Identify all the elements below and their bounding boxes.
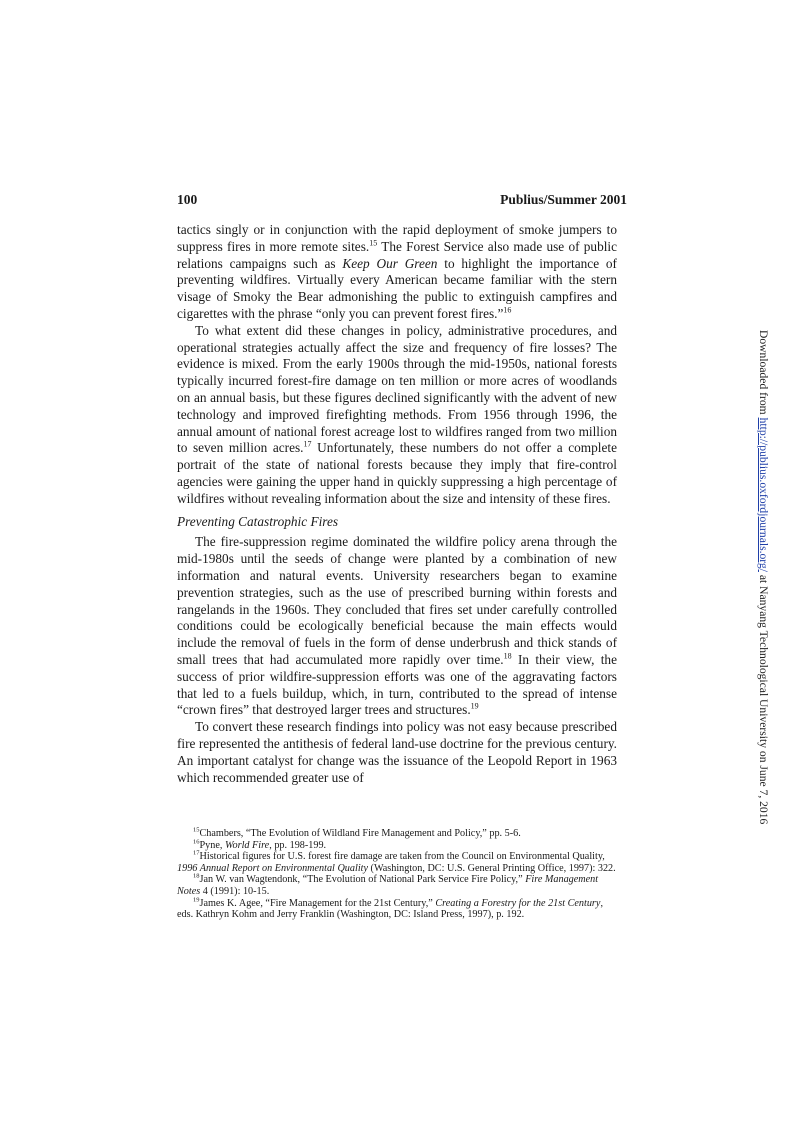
journal-url-link[interactable]: http://publius.oxfordjournals.org/: [757, 417, 770, 572]
footnote-ref[interactable]: 19: [470, 701, 479, 711]
download-notice: [757, 330, 770, 825]
text-run: To convert these research findings into policy was not easy because prescribed fire represented the antithesis of federal land-use doctrine for the previous century. An important catalyst for change was the issuance of the Leopold Report in 1963 which recommended greater use of: [177, 719, 617, 785]
page-number: 100: [177, 192, 198, 207]
text-run: James K. Agee, “Fire Management for the 21st Century,”: [199, 897, 436, 909]
footnote: [177, 840, 617, 852]
footnote: [177, 828, 617, 840]
text-run: Unfortunately, these numbers do not offer a complete portrait of the state of national forests because they imply that fire-control agencies were gaining the upper hand in quickly suppressing a high percentage of wildfires without revealing information about the size and intensity of these fires.: [177, 440, 617, 506]
download-notice-suffix: at Nanyang Technological University on June 7, 2016: [757, 571, 770, 825]
text-run: tactics singly or in conjunction with the rapid deployment of smoke jumpers to suppress fires in more remote sites.: [177, 222, 617, 254]
footnote-number: 17: [193, 849, 200, 857]
footnote-ref[interactable]: 15: [369, 238, 378, 248]
footnotes: [177, 828, 617, 921]
text-run: 4 (1991): 10-15.: [200, 885, 270, 897]
text-run: The Forest Service also made use of public relations campaigns such as: [177, 238, 618, 271]
footnote-number: 18: [193, 872, 200, 880]
italic-text: 1996 Annual Report on Environmental Quality: [177, 862, 368, 874]
text-run: , pp. 198-199.: [269, 839, 327, 851]
text-run: Jan W. van Wagtendonk, “The Evolution of National Park Service Fire Policy,”: [199, 874, 526, 886]
text-run: Historical figures for U.S. forest fire damage are taken from the Council on Environmental Quality,: [199, 851, 605, 863]
footnote: [177, 851, 617, 874]
text-run: To what extent did these changes in policy, administrative procedures, and operational strategies actually affect the size and frequency of fire losses? The evidence is mixed. From the early 1900s through the mid-1950s, national forests typically incurred forest-fire damage on ten million or more acres of woodlands on an annual basis, but these figures declined significantly with the advent of new technology and improved firefighting methods. From 1956 through 1996, the annual amount of national forest acreage lost to wildfires ranged from two million to seven million acres.: [177, 322, 617, 456]
text-run: The fire-suppression regime dominated the wildfire policy arena through the mid-1980s until the seeds of change were planted by a combination of new information and natural events. University researchers began to examine prevention strategies, such as the use of prescribed burning within forests and rangelands in the 1960s. They concluded that fires set under carefully controlled conditions could be ecologically beneficial because the main effects would include the removal of fuels in the form of dense underbrush and thick stands of small trees that had accumulated more rapidly over time.: [177, 534, 617, 667]
italic-text: Creating a Forestry for the 21st Century: [435, 897, 601, 909]
footnote-ref[interactable]: 17: [303, 439, 312, 449]
footnote-ref[interactable]: 16: [503, 305, 512, 315]
footnote: [177, 898, 617, 921]
italic-text: Keep Our Green: [342, 255, 438, 271]
paragraph: [177, 534, 617, 719]
text-run: Pyne,: [199, 839, 225, 851]
text-run: (Washington, DC: U.S. General Printing Office, 1997): 322.: [368, 862, 616, 874]
footnote-ref[interactable]: 18: [503, 651, 512, 661]
italic-text: Fire Management Notes: [177, 874, 599, 897]
footnote-number: 19: [193, 896, 200, 904]
paragraph: [177, 222, 617, 323]
text-run: to highlight the importance of preventing wildfires. Virtually every American became familiar with the stern visage of Smoky the Bear admonishing the public to extinguish campfires and cigarettes with the phrase “only you can prevent forest fires.”: [177, 255, 617, 321]
running-header: [177, 192, 627, 212]
text-run: , eds. Kathryn Kohm and Jerry Franklin (Washington, DC: Island Press, 1997), p. 192.: [177, 897, 603, 921]
journal-title: Publius/Summer 2001: [500, 192, 627, 207]
text-run: Chambers, “The Evolution of Wildland Fire Management and Policy,” pp. 5-6.: [199, 828, 521, 839]
footnote-number: 16: [193, 838, 200, 846]
article-body: [177, 222, 617, 786]
download-notice-prefix: Downloaded from: [757, 330, 770, 418]
section-heading: Preventing Catastrophic Fires: [177, 513, 339, 529]
italic-text: World Fire: [224, 839, 270, 851]
footnote: [177, 874, 617, 897]
paragraph: [177, 323, 617, 508]
footnote-number: 15: [193, 826, 200, 834]
text-run: In their view, the success of prior wildfire-suppression efforts was one of the aggravating factors that led to a fuels buildup, which, in turn, contributed to the spread of intense “crown fires” that destroyed larger trees and structures.: [177, 651, 617, 718]
paragraph: [177, 719, 617, 786]
